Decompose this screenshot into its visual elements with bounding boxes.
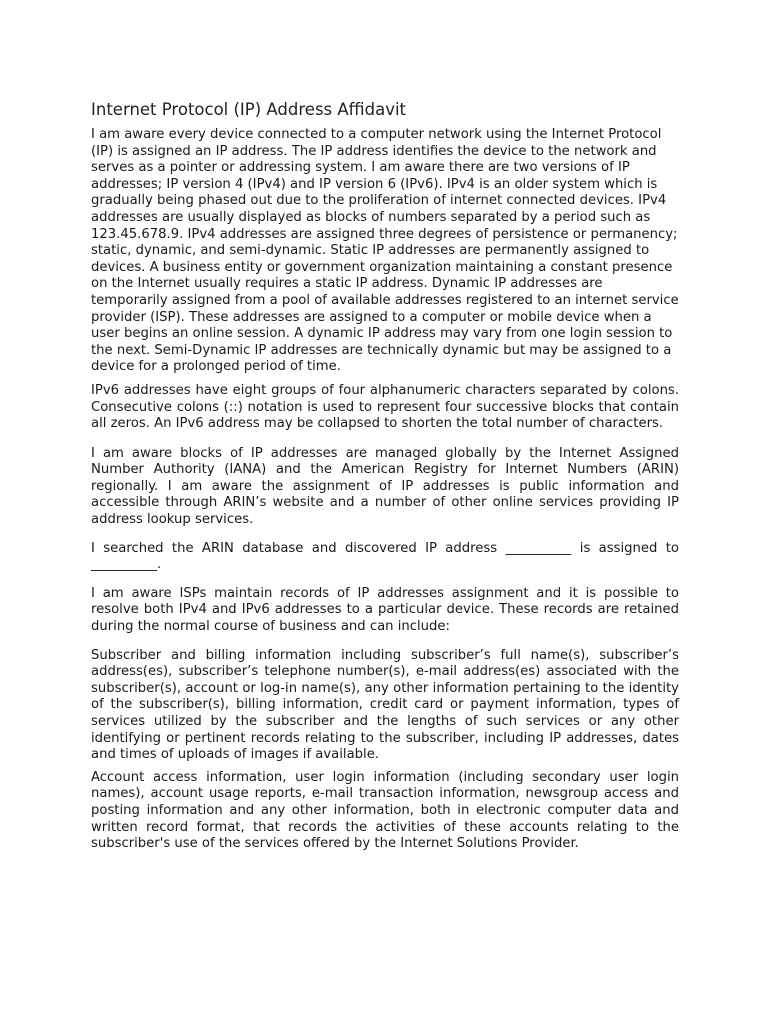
paragraph-isp-records: I am aware ISPs maintain records of IP addresses assignment and it is possible to resolve both IPv4 and IPv6 addresses to a particular device. These records are retained during the normal course of business and can include: [91, 585, 679, 635]
document-page [91, 98, 679, 853]
paragraph-ip-overview: I am aware every device connected to a computer network using the Internet Protocol (IP) is assigned an IP address. The IP address identifies the device to the network and serves as a pointer or addressing system. I am aware there are two versions of IP addresses; IP version 4 (IPv4) and IP version 6 (IPv6). IPv4 is an older system which is gradually being phased out due to the proliferation of internet connected devices. IPv4 addresses are usually displayed as blocks of numbers separated by a period such as 123.45.678.9. IPv4 addresses are assigned three degrees of persistence or permanency; static, dynamic, and semi-dynamic. Static IP addresses are permanently assigned to devices. A business entity or government organization maintaining a constant presence on the Internet usually requires a static IP address. Dynamic IP addresses are temporarily assigned from a pool of available addresses registered to an internet service provider (ISP). These addresses are assigned to a computer or mobile device when a user begins an online session. A dynamic IP address may vary from one login session to the next. Semi-Dynamic IP addresses are technically dynamic but may be assigned to a device for a prolonged period of time. [91, 127, 679, 375]
paragraph-iana-arin: I am aware blocks of IP addresses are managed globally by the Internet Assigned Number Authority (IANA) and the American Registry for Internet Numbers (ARIN) regionally. I am aware the assignment of IP addresses is public information and accessible through ARIN’s website and a number of other online services providing IP address lookup services. [91, 445, 679, 528]
paragraph-ipv6: IPv6 addresses have eight groups of four alphanumeric characters separated by colons. Consecutive colons (::) notation is used to represent four successive blocks that contain all zeros. An IPv6 address may be collapsed to shorten the total number of characters. [91, 382, 679, 432]
paragraph-account-access: Account access information, user login information (including secondary user login names), account usage reports, e-mail transaction information, newsgroup access and posting information and any other information, both in electronic computer data and written record format, that records the activities of these accounts relating to the subscriber's use of the services offered by the Internet Solutions Provider. [91, 769, 679, 852]
document-title: Internet Protocol (IP) Address Affidavit [91, 100, 407, 119]
paragraph-arin-search: I searched the ARIN database and discovered IP address __________ is assigned to __________. [91, 540, 679, 573]
paragraph-subscriber-info: Subscriber and billing information including subscriber’s full name(s), subscriber’s address(es), subscriber’s telephone number(s), e-mail address(es) associated with the subscriber(s), account or log-in name(s), any other information pertaining to the identity of the subscriber(s), billing information, credit card or payment information, types of services utilized by the subscriber and the lengths of such services or any other identifying or pertinent records relating to the subscriber, including IP addresses, dates and times of uploads of images if available. [91, 647, 679, 763]
